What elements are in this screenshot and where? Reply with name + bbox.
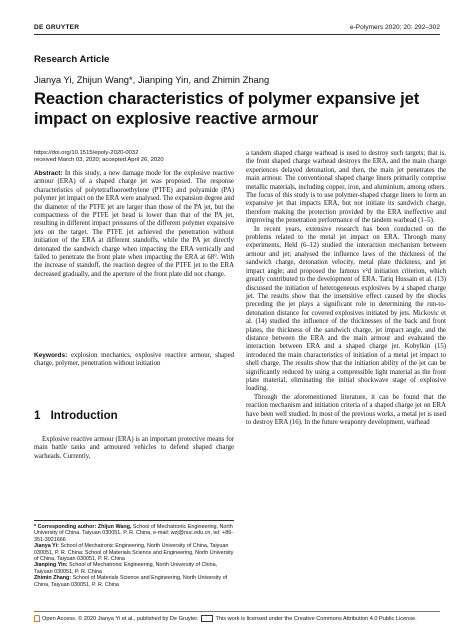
footnote-name: Jianya Yi: — [34, 543, 59, 550]
open-access-lock-icon — [34, 615, 40, 622]
footnotes — [34, 520, 234, 588]
footnote-item — [34, 524, 234, 543]
footnote-text: School of Materials Science and Engineering, North University of China, Taiyuan 030051, P. R. China — [34, 575, 228, 588]
received-accepted-dates: received March 03, 2020; accepted April 26, 2020 — [34, 157, 164, 164]
abstract-text: In this study, a new damage mode for the explosive reactive armour (ERA) of a shaped charge jet was proposed. The response characteristics of polytetrafluoroethylene (PTFE) and polyamide (PA) polymer jet impact on the ERA were analysed. The expansion degree and the diameter of the PTFE jet are larger than those of the PA jet, but the compactness of the PTFE jet head is lower than that of the PA jet, resulting in different impact pressures of the different polymer expansive jets on the target. The PTFE jet achieved the penetration without initiation of the ERA at different standoffs, while the PA jet directly detonated the sandwich charge when impacting the ERA vertically and failed to penetrate the front plate when impacting the ERA at 68°. With the increase of standoff, the reaction degree of the PTFE jet to the ERA decreased gradually, and the aperture of the front plate did not change. — [34, 170, 235, 278]
license-text: This work is licensed under the Creative Commons Attribution 4.0 Public License. — [215, 615, 417, 622]
footnote-text: School of Mechatronic Engineering, North University of China, Taiyuan 030051, P. R. China, e-mail: wzj@nuc.edu.cn, tel: +86-351-3921666 — [34, 524, 233, 543]
section-number: 1 — [34, 410, 41, 422]
abstract — [34, 170, 234, 279]
article-meta — [34, 150, 164, 164]
journal-reference: e-Polymers 2020; 20: 292–302 — [349, 24, 440, 31]
section-title: Introduction — [50, 410, 118, 422]
publisher-name: DE GRUYTER — [34, 24, 80, 31]
footnote-text: School of Mechatronic Engineering, North University of China, Taiyuan 030051, P. R. China; School of Materials Science and Engineering, North University of China, Taiyuan 030051, P. R. China — [34, 543, 234, 563]
keywords — [34, 352, 234, 369]
copyright-text: © 2020 Jianya Yi et al., published by De Gruyter. — [78, 615, 199, 622]
body-paragraph: Through the aforementioned literature, it can be found that the reaction mechanism and initiation criteria of a shaped charge jet on ERA have been well studied. In most of the previous works, a metal jet is used to destroy ERA (16). In the future weaponry development, warhead — [246, 393, 446, 426]
running-header — [34, 22, 440, 36]
footnote-item — [34, 543, 234, 562]
doi-link[interactable]: https://doi.org/10.1515/epoly-2020-0032 — [34, 150, 139, 156]
author-list: Jianya Yi, Zhijun Wang*, Jianping Yin, and Zhimin Zhang — [34, 74, 270, 85]
header-rule — [34, 34, 440, 35]
introduction-paragraph: Explosive reactive armour (ERA) is an important protective means for main battle tanks and armoured vehicles to defend shaped charge warheads. Currently, — [34, 436, 234, 460]
footnote-name: * Corresponding author: Zhijun Wang, — [34, 524, 132, 530]
body-paragraph: a tandem shaped charge warhead is used to destroy such targets; that is, the front shaped charge warhead destroys the ERA, and the main charge experiences delayed detonation, and then, the main jet penetrates the main armour. The conventional shaped charge liners primarily comprise metallic materials, including copper, iron, and aluminium, among others. The focus of this study is to use polymer-shaped charge liners to form an expansive jet that impacts ERA, but not initiate its sandwich charge, therefore making the protection provided by the ERA ineffective and improving the penetration performance of the tandem warhead (1–5). — [246, 150, 446, 225]
footnote-name: Zhimin Zhang: — [34, 575, 72, 582]
section-heading — [34, 410, 118, 422]
keywords-label: Keywords: — [34, 352, 68, 359]
abstract-label: Abstract: — [34, 170, 63, 177]
body-paragraph: In recent years, extensive research has been conducted on the problems related to the metal jet impact on ERA. Through many experiments, Held (6–12) studied the interaction mechanism between armour and jet; analysed the influence laws of the thickness of the sandwich charge, detonation velocity, metal plate thickness, and jet impact angle; and proposed the famous v²d initiation criterion, which greatly contributed to the development of ERA. Tariq Hussain et al. (13) discussed the initiation of heterogeneous explosives by a shaped charge jet. The results show that the insensitive effect caused by the shocks preceding the jet plays a significant role in determining the run-to-detonation distance for covered explosives initiated by jets. Mickovic et al. (14) studied the influence of the thicknesses of the back and front plates, the thickness of the sandwich charge, jet impact angle, and the distance between the ERA and the main armour and evaluated the interaction between ERA and a shaped charge jet. Kobylkin (15) introduced the main characteristics of initiation of a metal jet impact to shell charge. The results show that the initiation ability of the jet can be significantly reduced by using a compressible light material as the front plate material, eliminating the initial shockwave stage of explosive loading. — [246, 225, 446, 393]
footnote-item — [34, 575, 234, 588]
footnote-item — [34, 562, 234, 575]
article-title: Reaction characteristics of polymer expansive jet impact on explosive reactive armour — [34, 89, 420, 128]
cc-by-license-icon — [201, 615, 213, 622]
right-column — [246, 150, 446, 427]
footnote-text: School of Mechatronic Engineering, North University of China, Taiyuan 030051, P. R. China — [34, 562, 218, 575]
open-access-label: Open Access. — [42, 615, 77, 622]
article-type: Research Article — [34, 54, 110, 65]
keywords-text: explosion mechanics, explosive reactive armour, shaped charge, polymer, penetration without initiation — [34, 352, 234, 368]
page-footer — [34, 611, 440, 623]
footnote-name: Jianping Yin: — [34, 562, 68, 569]
